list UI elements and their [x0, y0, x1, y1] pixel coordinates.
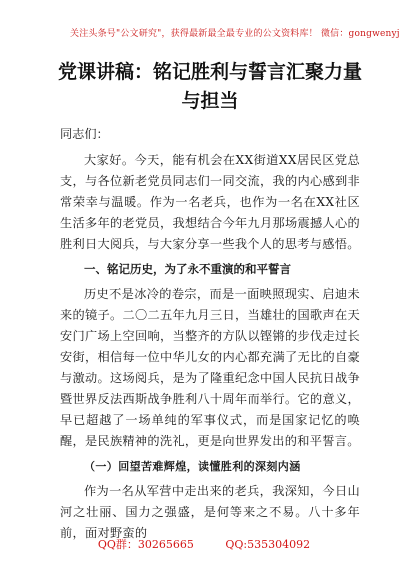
body-paragraph: 历史不是冰冷的卷宗，而是一面映照现实、启迪未来的镜子。二〇二五年九月三日，当雄壮的国歌声在天安门广场上空回响，当整齐的方队以铿锵的步伐走过长安街，相信每一位中华儿女的内心都充满了无比的自豪与激动。这场阅兵，是为了隆重纪念中国人民抗日战争暨世界反法西斯战争胜利八十周年而举行。它的意义，早已超越了一场单纯的军事仪式，而是国家记忆的唤醒，是民族精神的洗礼，更是向世界发出的和平誓言。 [60, 287, 360, 448]
subsection-heading: （一）回望苦难辉煌，读懂胜利的深刻内涵 [84, 460, 301, 473]
document-title: 党课讲稿：铭记胜利与誓言汇聚力量与担当 [57, 61, 362, 112]
document-body [60, 124, 360, 548]
section-heading: 一、铭记历史，为了永不重演的和平誓言 [84, 262, 291, 276]
footer [0, 536, 408, 552]
footer-qq: QQ:535304092 [225, 538, 311, 551]
footer-qq-group: QQ群：30265665 [97, 538, 194, 551]
body-paragraph: 作为一名从军营中走出来的老兵，我深知，今日山河之壮丽、国力之强盛，是何等来之不易。八十多年前，面对野蛮的 [60, 484, 360, 540]
header-banner: 关注头条号"公文研究"，获得最新最全最专业的公文资料库！ 微信：gongwenyj [70, 29, 400, 39]
body-paragraph: 大家好。今天，能有机会在XX街道XX居民区党总支，与各位新老党员同志们一同交流，我的内心感到非常荣幸与温暖。作为一名老兵，也作为一名在XX社区生活多年的老党员，我想结合今年九月那场震撼人心的胜利日大阅兵，与大家分享一些我个人的思考与感悟。 [60, 153, 360, 251]
greeting: 同志们： [60, 127, 109, 141]
